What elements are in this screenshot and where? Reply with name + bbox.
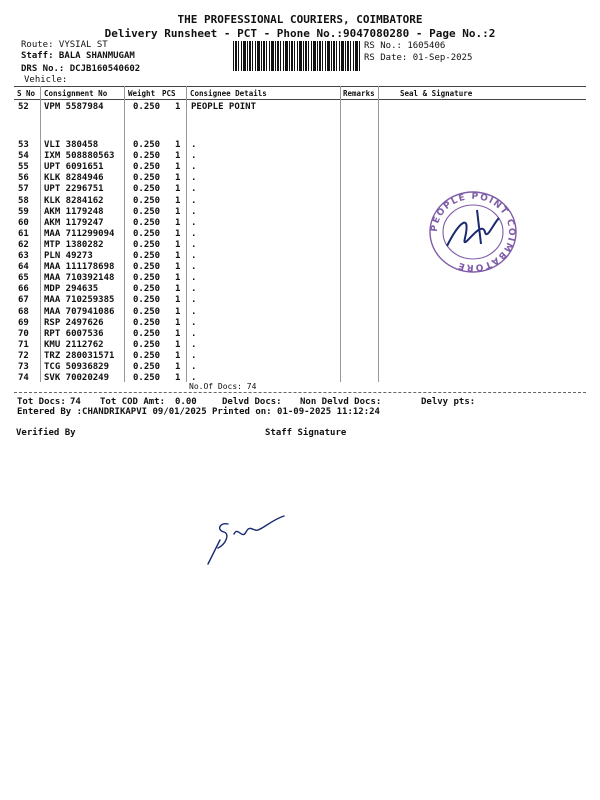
row-consignee: .: [191, 306, 197, 317]
row-consignment: AKM 1179247: [44, 217, 104, 228]
row-consignee: .: [191, 362, 197, 372]
route: Route: VYSIAL ST: [21, 40, 108, 50]
table-row: [0, 351, 600, 362]
row-consignment: IXM 508880563: [44, 151, 115, 162]
verified-by: Verified By: [16, 428, 76, 438]
row-pcs: 1: [175, 328, 181, 339]
row-sno: 69: [18, 317, 29, 328]
row-consignee: .: [191, 239, 197, 250]
row-consignment: VPM 5587984: [44, 102, 104, 112]
table-row: [0, 140, 600, 151]
row-weight: 0.250: [133, 306, 161, 317]
row-sno: 57: [18, 184, 29, 195]
row-weight: 0.250: [133, 102, 161, 112]
row-pcs: 1: [175, 295, 181, 306]
row-consignment: MAA 711299094: [44, 228, 115, 239]
table-row: [0, 340, 600, 351]
row-consignee: .: [191, 295, 197, 306]
row-consignment: RPT 6007536: [44, 328, 104, 339]
delvd-docs: Delvd Docs:: [222, 397, 282, 407]
table-row: [0, 284, 600, 295]
row-pcs: 1: [175, 228, 181, 239]
row-pcs: 1: [175, 262, 181, 273]
table-top-line: [14, 86, 586, 87]
row-consignment: KMU 2112762: [44, 339, 104, 350]
tot-docs-value: 74: [70, 397, 81, 407]
row-consignee: .: [191, 262, 197, 273]
row-pcs: 1: [175, 239, 181, 250]
row-consignee: .: [191, 151, 197, 162]
row-consignee: .: [191, 217, 197, 228]
row-weight: 0.250: [133, 239, 161, 250]
row-weight: 0.250: [133, 173, 161, 184]
row-consignment: KLK 8284162: [44, 195, 104, 206]
non-delvd-docs: Non Delvd Docs:: [300, 397, 382, 407]
row-sno: 71: [18, 339, 29, 350]
row-consignee: .: [191, 184, 197, 195]
row-sno: 59: [18, 206, 29, 217]
row-consignment: UPT 6091651: [44, 162, 104, 173]
row-sno: 61: [18, 228, 29, 239]
staff: Staff: BALA SHANMUGAM: [21, 51, 135, 61]
row-sno: 58: [18, 195, 29, 206]
printed-on: Printed on: 01-09-2025 11:12:24: [212, 407, 380, 417]
row-sno: 70: [18, 328, 29, 339]
company-name: THE PROFESSIONAL COURIERS, COIMBATORE: [177, 13, 423, 26]
row-consignment: MAA 707941086: [44, 306, 115, 317]
row-weight: 0.250: [133, 262, 161, 273]
row-sno: 63: [18, 251, 29, 261]
table-header-line: [14, 99, 586, 100]
row-consignment: PLN 49273: [44, 251, 93, 261]
staff-signature: [200, 510, 295, 572]
row-consignee: .: [191, 317, 197, 328]
table-row: [0, 318, 600, 329]
row-sno: 72: [18, 350, 29, 361]
row-consignee: .: [191, 195, 197, 206]
row-sno: 53: [18, 140, 29, 150]
barcode: [233, 41, 361, 71]
row-consignee: .: [191, 350, 197, 361]
tot-cod-label: Tot COD Amt:: [100, 397, 166, 407]
col-weight: Weight: [128, 89, 156, 98]
table-row: [0, 151, 600, 162]
table-row: [0, 295, 600, 306]
row-weight: 0.250: [133, 328, 161, 339]
row-consignment: MAA 710392148: [44, 273, 115, 284]
row-consignment: MDP 294635: [44, 284, 99, 295]
row-consignee: .: [191, 140, 197, 150]
row-weight: 0.250: [133, 162, 161, 173]
row-consignment: UPT 2296751: [44, 184, 104, 195]
staff-signature-label: Staff Signature: [265, 428, 347, 438]
row-sno: 54: [18, 151, 29, 162]
row-pcs: 1: [175, 162, 181, 173]
row-consignee: .: [191, 273, 197, 284]
row-pcs: 1: [175, 362, 181, 372]
row-pcs: 1: [175, 206, 181, 217]
table-row: [0, 102, 600, 113]
row-sno: 64: [18, 262, 29, 273]
no-of-docs: No.Of Docs: 74: [189, 382, 257, 391]
row-pcs: 1: [175, 217, 181, 228]
col-sno: S No: [17, 89, 36, 98]
row-weight: 0.250: [133, 339, 161, 350]
row-weight: 0.250: [133, 295, 161, 306]
row-sno: 65: [18, 273, 29, 284]
table-row: [0, 173, 600, 184]
row-sno: 73: [18, 362, 29, 372]
row-consignment: AKM 1179248: [44, 206, 104, 217]
tot-docs-label: Tot Docs:: [17, 397, 66, 407]
row-consignee: .: [191, 251, 197, 261]
table-row: [0, 373, 600, 384]
row-weight: 0.250: [133, 195, 161, 206]
row-pcs: 1: [175, 273, 181, 284]
col-remarks: Remarks: [343, 89, 375, 98]
row-consignee: .: [191, 206, 197, 217]
row-consignee: .: [191, 339, 197, 350]
row-weight: 0.250: [133, 284, 161, 295]
row-sno: 55: [18, 162, 29, 173]
row-weight: 0.250: [133, 273, 161, 284]
vehicle: Vehicle:: [24, 75, 68, 85]
row-pcs: 1: [175, 184, 181, 195]
row-pcs: 1: [175, 151, 181, 162]
row-pcs: 1: [175, 373, 181, 384]
rs-number: RS No.: 1605406: [364, 41, 446, 51]
row-pcs: 1: [175, 251, 181, 261]
row-pcs: 1: [175, 306, 181, 317]
row-sno: 60: [18, 217, 29, 228]
row-consignee: .: [191, 173, 197, 184]
row-weight: 0.250: [133, 184, 161, 195]
delvy-pts: Delvy pts:: [421, 397, 476, 407]
rs-date: RS Date: 01-Sep-2025: [364, 53, 473, 63]
row-consignee: .: [191, 284, 197, 295]
table-row: [0, 162, 600, 173]
row-weight: 0.250: [133, 350, 161, 361]
row-consignment: TRZ 280031571: [44, 350, 115, 361]
row-weight: 0.250: [133, 151, 161, 162]
tot-cod-value: 0.00: [175, 397, 197, 407]
col-consignee: Consignee Details: [190, 89, 267, 98]
row-sno: 68: [18, 306, 29, 317]
runsheet-subtitle: Delivery Runsheet - PCT - Phone No.:9047080280 - Page No.:2: [104, 27, 496, 40]
table-row: [0, 362, 600, 373]
seal-stamp: [425, 188, 521, 276]
row-pcs: 1: [175, 173, 181, 184]
row-sno: 74: [18, 373, 29, 384]
row-pcs: 1: [175, 102, 181, 112]
row-pcs: 1: [175, 195, 181, 206]
row-consignee: PEOPLE POINT: [191, 102, 257, 112]
stamp-text: PEOPLE POINT COIMBATORE: [429, 191, 517, 273]
row-weight: 0.250: [133, 251, 161, 261]
row-consignment: SVK 70020249: [44, 373, 110, 384]
table-row: [0, 329, 600, 340]
col-pcs: PCS: [162, 89, 176, 98]
row-weight: 0.250: [133, 228, 161, 239]
row-weight: 0.250: [133, 217, 161, 228]
row-pcs: 1: [175, 339, 181, 350]
row-consignment: MAA 710259385: [44, 295, 115, 306]
row-consignment: RSP 2497626: [44, 317, 104, 328]
row-consignment: TCG 50936829: [44, 362, 110, 372]
row-pcs: 1: [175, 284, 181, 295]
row-consignment: KLK 8284946: [44, 173, 104, 184]
row-consignment: MTP 1380282: [44, 239, 104, 250]
row-consignment: VLI 380458: [44, 140, 99, 150]
row-weight: 0.250: [133, 362, 161, 372]
table-row: [0, 307, 600, 318]
row-pcs: 1: [175, 350, 181, 361]
row-weight: 0.250: [133, 140, 161, 150]
row-sno: 62: [18, 239, 29, 250]
row-consignee: .: [191, 373, 197, 384]
row-sno: 66: [18, 284, 29, 295]
col-seal: Seal & Signature: [400, 89, 473, 98]
row-pcs: 1: [175, 317, 181, 328]
row-consignee: .: [191, 228, 197, 239]
table-bottom-line: [14, 392, 586, 393]
col-consignment: Consignment No: [44, 89, 108, 98]
row-sno: 56: [18, 173, 29, 184]
row-consignee: .: [191, 328, 197, 339]
entered-by: Entered By :CHANDRIKAPVI 09/01/2025: [17, 407, 207, 417]
row-sno: 67: [18, 295, 29, 306]
row-sno: 52: [18, 102, 29, 112]
row-weight: 0.250: [133, 317, 161, 328]
row-weight: 0.250: [133, 373, 161, 384]
drs-number: DRS No.: DCJB160540602: [21, 64, 141, 74]
row-pcs: 1: [175, 140, 181, 150]
row-consignee: .: [191, 162, 197, 173]
row-consignment: MAA 111178698: [44, 262, 115, 273]
row-weight: 0.250: [133, 206, 161, 217]
